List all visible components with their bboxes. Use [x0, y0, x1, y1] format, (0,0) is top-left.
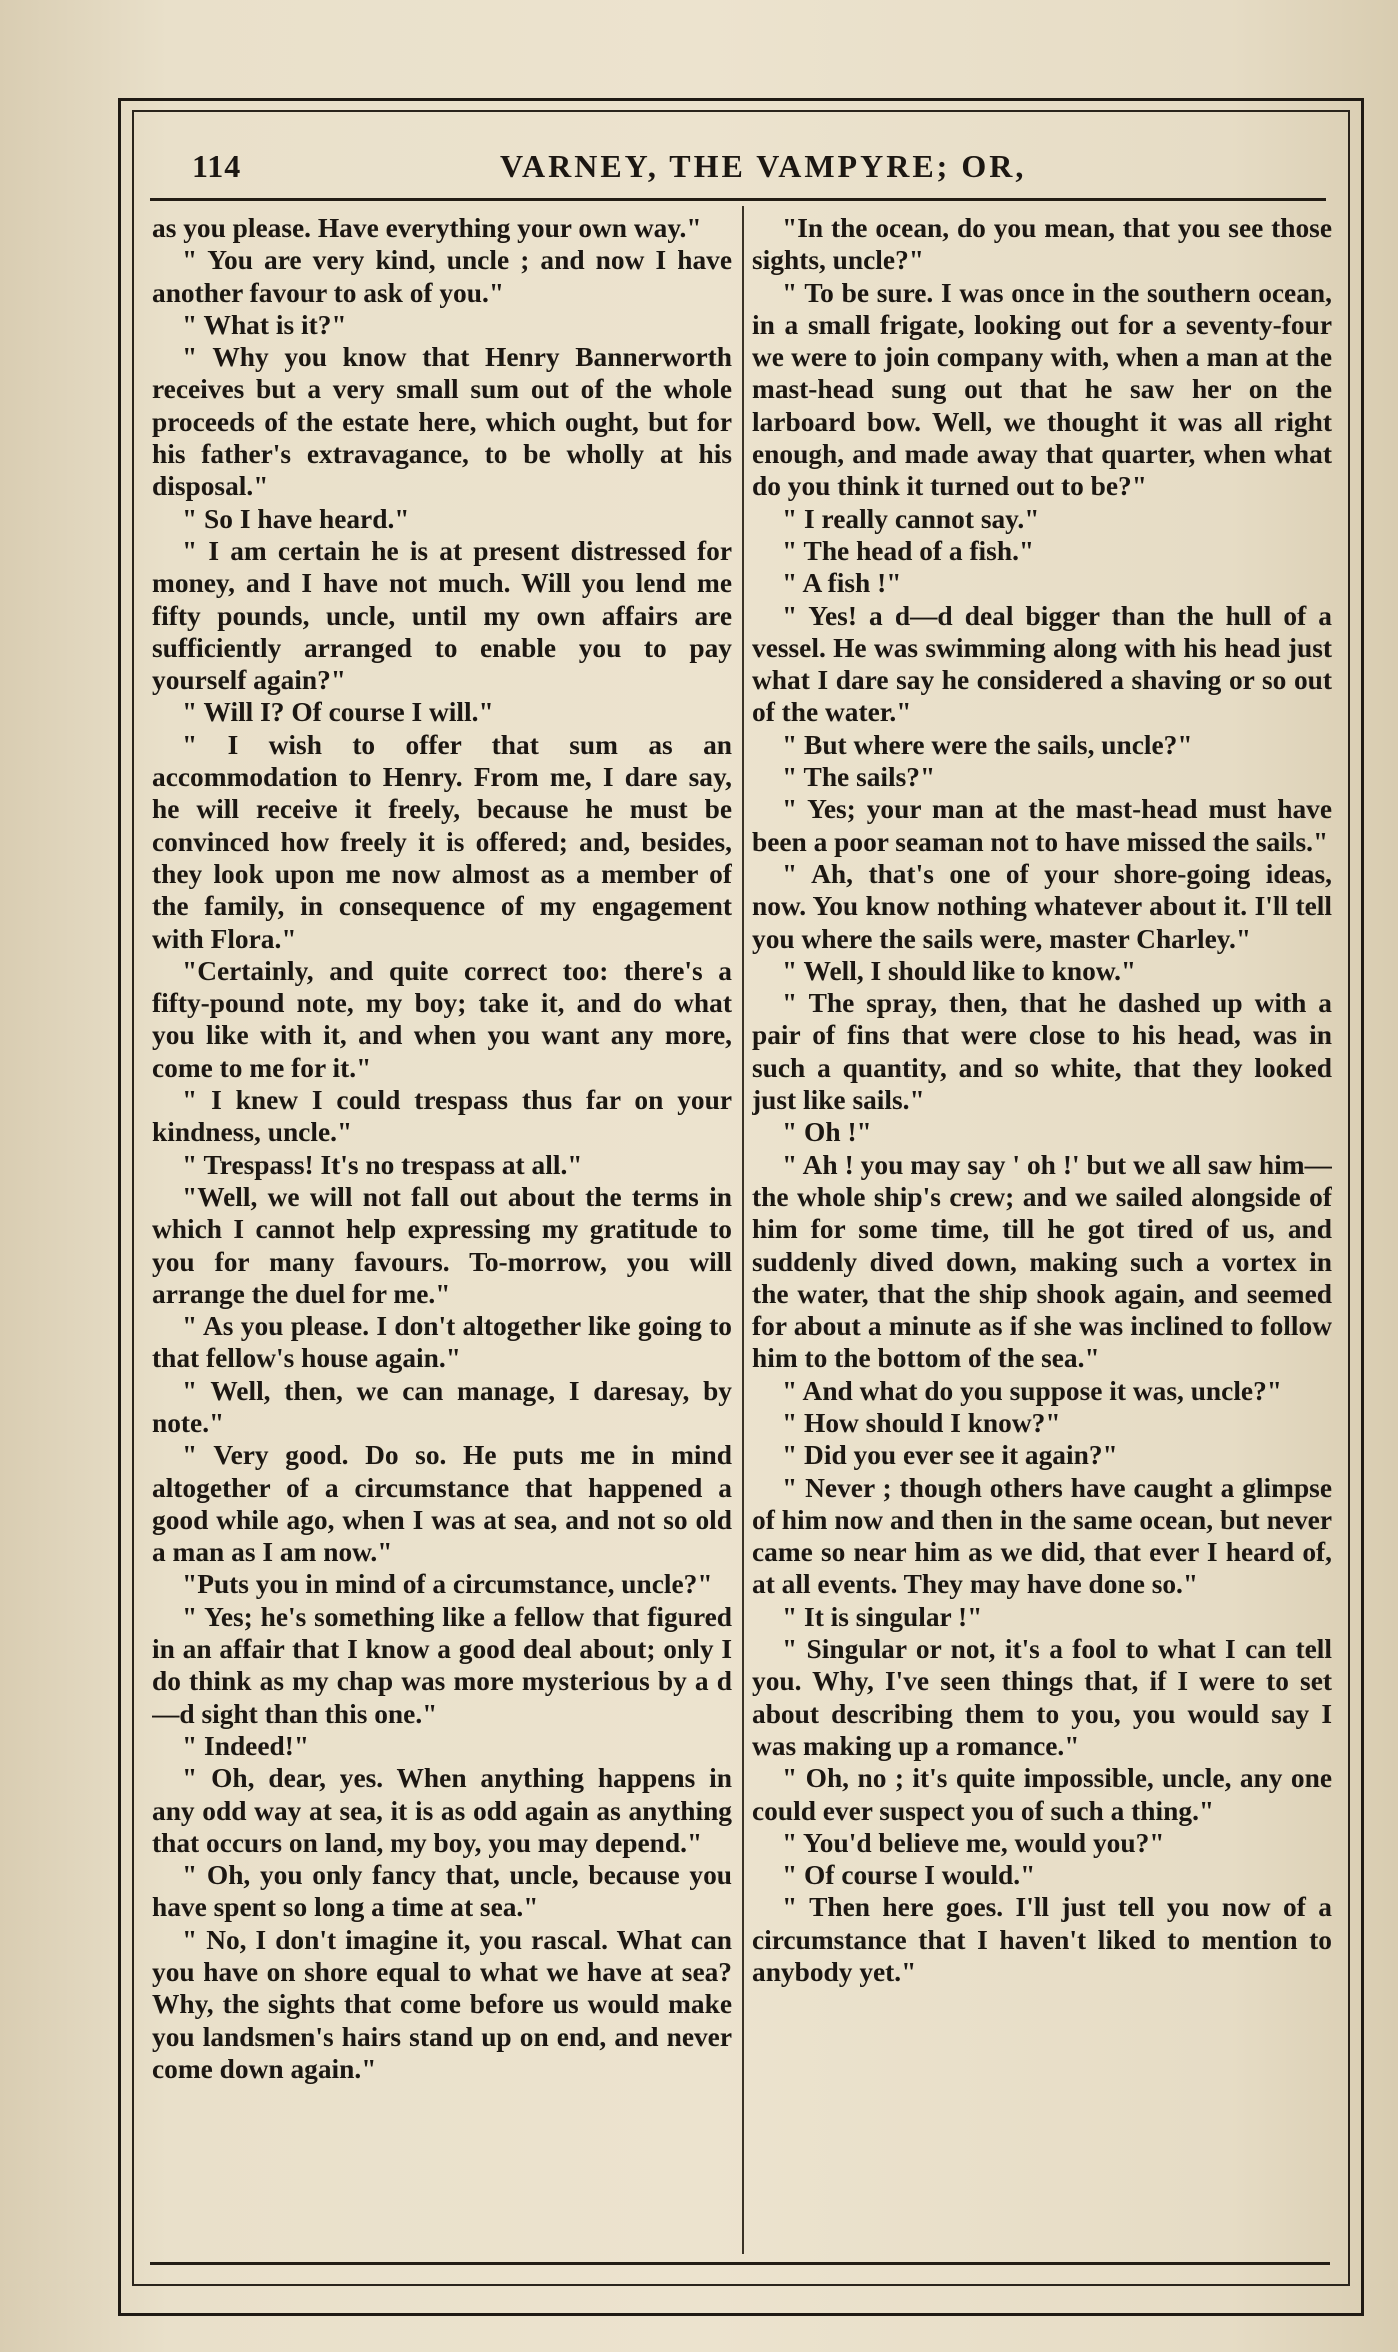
paragraph: " Never ; though others have caught a glimpse of him now and then in the same ocean, but never came so near him as we did, that ever I heard of, at all events. They may have done so.": [752, 1472, 1332, 1600]
paragraph: " Then here goes. I'll just tell you now of a circumstance that I haven't liked to mention to anybody yet.": [752, 1892, 1332, 1988]
paragraph: " How should I know?": [782, 1407, 1061, 1438]
paragraph: " Why you know that Henry Bannerworth receives but a very small sum out of the whole proceeds of the estate here, which ought, but for his father's extravagance, to be wholly at his disposal.": [152, 342, 732, 502]
paragraph: " I knew I could trespass thus far on your kindness, uncle.": [152, 1085, 732, 1148]
header-rule: [150, 198, 1326, 201]
paragraph: " What is it?": [182, 309, 347, 340]
paragraph: " Of course I would.": [782, 1860, 1036, 1891]
paragraph: " I am certain he is at present distressed for money, and I have not much. Will you lend me fifty pounds, uncle, until my own affairs are sufficiently arranged to enable you to pay yourself again?": [152, 535, 732, 696]
page-number: 114: [192, 148, 242, 184]
paragraph: " Well, I should like to know.": [782, 955, 1137, 986]
paragraph: " As you please. I don't altogether like going to that fellow's house again.": [152, 1311, 732, 1374]
paragraph: " Yes; your man at the mast-head must have been a poor seaman not to have missed the sails.": [752, 794, 1332, 857]
paragraph: " Yes! a d—d deal bigger than the hull of a vessel. He was swimming along with his head just what I dare say he considered a shaving or so out of the water.": [752, 600, 1332, 728]
paragraph: " The sails?": [782, 762, 936, 793]
paragraph: " Indeed!": [182, 1730, 310, 1761]
paragraph: " You'd believe me, would you?": [782, 1827, 1165, 1858]
page-header: [150, 148, 1330, 192]
paragraph: " A fish !": [782, 568, 902, 599]
paragraph: " Ah, that's one of your shore-going ideas, now. You know nothing whatever about it. I'll tell you where the sails were, master Charley.": [752, 858, 1332, 954]
running-title: VARNEY, THE VAMPYRE; OR,: [500, 148, 1027, 184]
footer-rule: [150, 2262, 1330, 2265]
paragraph: " Did you ever see it again?": [782, 1440, 1118, 1471]
paragraph: " It is singular !": [782, 1601, 983, 1632]
paragraph: " No, I don't imagine it, you rascal. What can you have on shore equal to what we have at sea? Why, the sights that come before us would make you landsmen's hairs stand up on end, and never come down again.": [152, 1924, 732, 2084]
right-column: [752, 212, 1332, 2252]
paragraph: " The head of a fish.": [782, 535, 1035, 566]
paragraph: " You are very kind, uncle ; and now I have another favour to ask of you.": [152, 245, 732, 308]
paragraph: "Puts you in mind of a circumstance, uncle?": [182, 1569, 713, 1600]
paragraph: " So I have heard.": [182, 503, 410, 534]
paragraph: " Singular or not, it's a fool to what I can tell you. Why, I've seen things that, if I were to set about describing them to you, you would say I was making up a romance.": [752, 1634, 1332, 1761]
paragraph: " Trespass! It's no trespass at all.": [182, 1149, 583, 1180]
paragraph: " Well, then, we can manage, I daresay, by note.": [152, 1375, 732, 1438]
paragraph: " Very good. Do so. He puts me in mind altogether of a circumstance that happened a good while ago, when I was at sea, and not so old a man as I am now.": [152, 1440, 732, 1568]
paragraph: " The spray, then, that he dashed up with a pair of fins that were close to his head, was in such a quantity, and so white, that they looked just like sails.": [752, 988, 1332, 1116]
left-column: [152, 212, 732, 2252]
paragraph: " Oh !": [782, 1117, 872, 1148]
paragraph: " Will I? Of course I will.": [182, 697, 494, 728]
paragraph: " Yes; he's something like a fellow that figured in an affair that I know a good deal about; only I do think as my chap was more mysterious by a d—d sight than this one.": [152, 1601, 732, 1729]
paragraph: " And what do you suppose it was, uncle?": [782, 1375, 1282, 1406]
paragraph: " Oh, dear, yes. When anything happens in any odd way at sea, it is as odd again as anything that occurs on land, my boy, you may depend.": [152, 1763, 732, 1858]
paragraph: " Ah ! you may say ' oh !' but we all saw him—the whole ship's crew; and we sailed alongside of him for some time, till he got tired of us, and suddenly dived down, making such a vortex in the water, that the ship shook again, and seemed for about a minute as if she was inclined to follow him to the bottom of the sea.": [752, 1149, 1332, 1374]
paragraph: " But where were the sails, uncle?": [782, 729, 1193, 760]
paragraph: " I really cannot say.": [782, 503, 1040, 534]
paragraph: " Oh, no ; it's quite impossible, uncle, any one could ever suspect you of such a thing.": [752, 1763, 1332, 1826]
paragraph: " I wish to offer that sum as an accommodation to Henry. From me, I dare say, he will receive it freely, because he must be convinced how freely it is offered; and, besides, they look upon me now almost as a member of the family, in consequence of my engagement with Flora.": [152, 729, 732, 954]
column-divider: [742, 206, 744, 2254]
paragraph: "In the ocean, do you mean, that you see those sights, uncle?": [752, 213, 1332, 276]
paragraph: "Certainly, and quite correct too: there's a fifty-pound note, my boy; take it, and do what you like with it, and when you want any more, come to me for it.": [152, 955, 732, 1083]
paragraph: " To be sure. I was once in the southern ocean, in a small frigate, looking out for a seventy-four we were to join company with, when a man at the mast-head sung out that he saw her on the larboard bow. Well, we thought it was all right enough, and made away that quarter, when what do you think it turned out to be?": [752, 277, 1332, 502]
paragraph: " Oh, you only fancy that, uncle, because you have spent so long a time at sea.": [152, 1860, 732, 1923]
paragraph: as you please. Have everything your own way.": [152, 213, 702, 243]
paragraph: "Well, we will not fall out about the terms in which I cannot help expressing my gratitude to you for many favours. To-morrow, you will arrange the duel for me.": [152, 1181, 732, 1309]
